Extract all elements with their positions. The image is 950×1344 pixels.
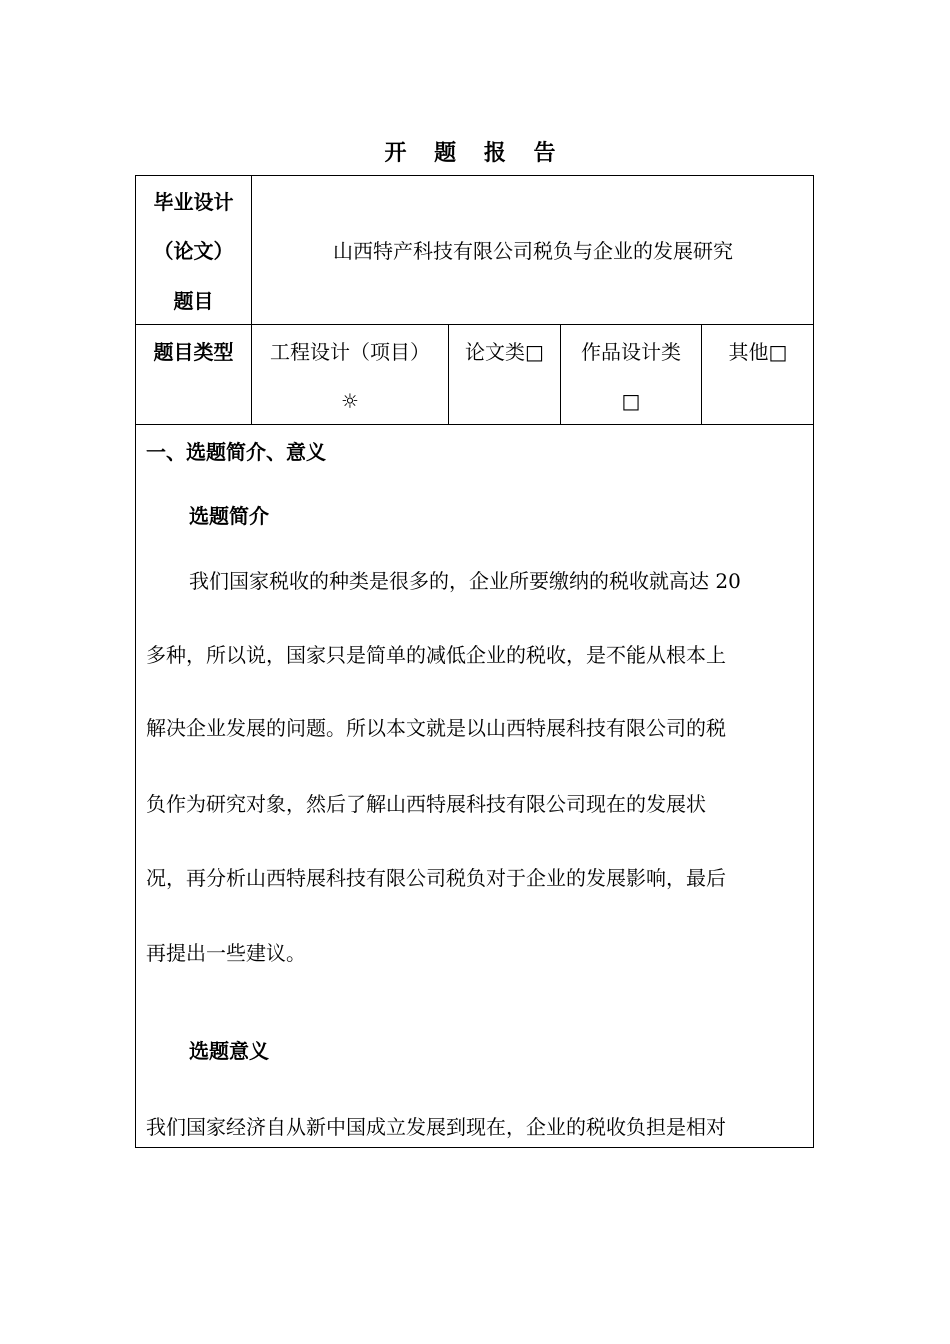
intro-line: 我们国家税收的种类是很多的，企业所要缴纳的税收就高达 20 [189, 569, 741, 593]
type-option-design-checkbox: □ [621, 389, 641, 413]
type-option-engineering-mark: ☼ [341, 389, 359, 413]
intro-line: 多种，所以说，国家只是简单的减低企业的税收，是不能从根本上 [146, 643, 726, 667]
subsection-heading-intro: 选题简介 [189, 504, 269, 528]
section-heading: 一、选题简介、意义 [146, 440, 326, 464]
type-label: 题目类型 [153, 340, 234, 364]
intro-line: 况，再分析山西特展科技有限公司税负对于企业的发展影响，最后 [146, 866, 726, 890]
significance-line: 我们国家经济自从新中国成立发展到现在，企业的税收负担是相对 [146, 1115, 726, 1139]
type-option-design: 作品设计类 [581, 340, 681, 364]
intro-line: 负作为研究对象，然后了解山西特展科技有限公司现在的发展状 [146, 792, 706, 816]
type-option-engineering: 工程设计（项目） [270, 340, 430, 364]
topic-label-line-1: 毕业设计 [153, 190, 234, 214]
topic-value: 山西特产科技有限公司税负与企业的发展研究 [333, 239, 733, 263]
page-title: 开 题 报 告 [384, 141, 566, 166]
intro-line: 再提出一些建议。 [146, 941, 306, 965]
type-option-thesis: 论文类□ [465, 340, 544, 364]
intro-line: 解决企业发展的问题。所以本文就是以山西特展科技有限公司的税 [146, 716, 726, 740]
subsection-heading-significance: 选题意义 [189, 1039, 269, 1063]
topic-label-line-2: （论文） [153, 239, 234, 263]
row-divider-1 [135, 324, 814, 325]
topic-label-line-3: 题目 [173, 289, 214, 313]
row-divider-2 [135, 424, 814, 425]
type-option-other: 其他□ [728, 340, 788, 364]
